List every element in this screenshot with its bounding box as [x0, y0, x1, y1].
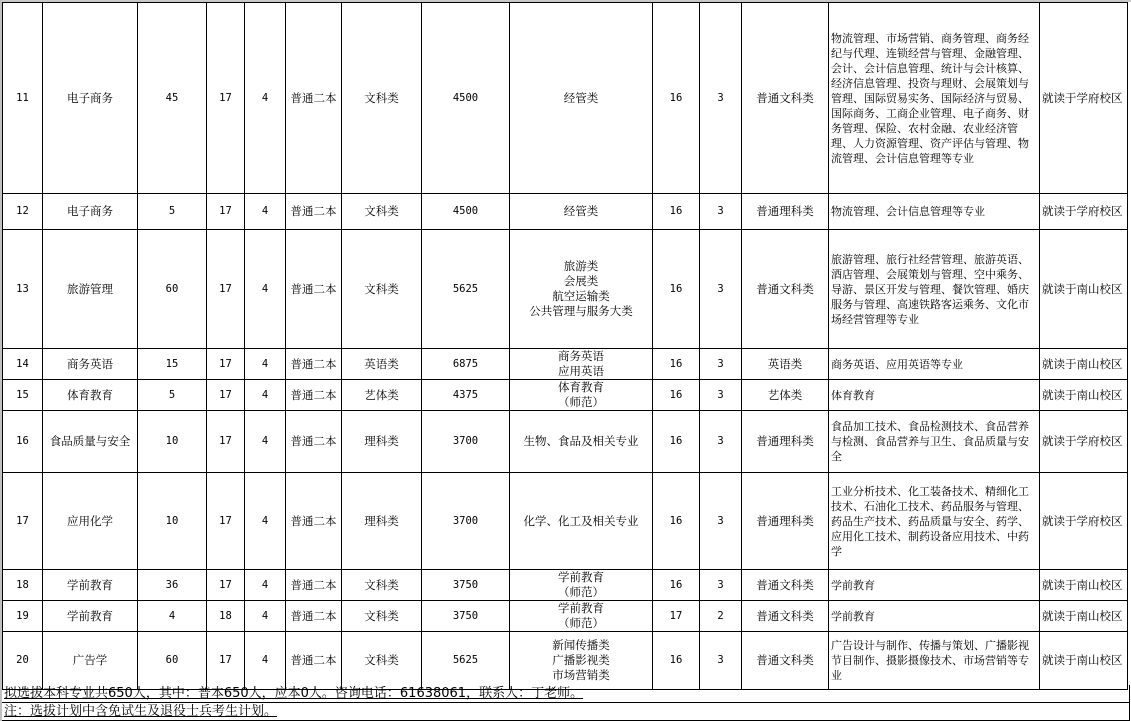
table-row: [3, 3, 1128, 194]
row-number: 15: [3, 380, 43, 411]
source-major-line: 学前教育: [558, 570, 604, 584]
exam-type: 普通理科类: [742, 411, 829, 473]
source-major-line: 生物、食品及相关专业: [523, 434, 639, 448]
table-row: [3, 570, 1128, 601]
exam-type: 普通文科类: [742, 632, 829, 690]
field-c: 3: [700, 473, 742, 570]
source-major-line: 公共管理与服务大类: [529, 304, 633, 318]
related-majors: 物流管理、市场营销、商务管理、商务经纪与代理、连锁经营与管理、金融管理、会计、会计信息管理、统计与会计核算、经济信息管理、投资与理财、会展策划与管理、国际贸易实务、国际经济与贸易、国际商务、工商企业管理、电子商务、财务管理、保险、农村金融、农业经济管理、人力资源管理、资产评估与管理、物流管理、会计信息管理等专业: [829, 3, 1040, 194]
tuition-fee: 4500: [422, 194, 510, 230]
exam-type: 艺体类: [742, 380, 829, 411]
source-major-line: 航空运输类: [552, 289, 610, 303]
campus: 就读于学府校区: [1040, 194, 1128, 230]
major-name: 体育教育: [43, 380, 138, 411]
campus: 就读于南山校区: [1040, 601, 1128, 632]
study-years: 4: [245, 411, 286, 473]
field-a: 17: [207, 473, 245, 570]
row-number: 18: [3, 570, 43, 601]
campus: 就读于学府校区: [1040, 3, 1128, 194]
admission-plan-table: [2, 2, 1128, 690]
related-majors: 学前教育: [829, 570, 1040, 601]
table-row: [3, 411, 1128, 473]
source-majors: [510, 194, 653, 230]
source-major-line: （师范）: [558, 616, 604, 630]
tuition-fee: 3750: [422, 570, 510, 601]
field-c: 3: [700, 411, 742, 473]
field-c: 3: [700, 3, 742, 194]
field-a: 17: [207, 3, 245, 194]
field-a: 17: [207, 570, 245, 601]
source-major-line: 化学、化工及相关专业: [523, 513, 639, 528]
study-years: 4: [245, 632, 286, 690]
subject-category: 文科类: [342, 3, 422, 194]
source-majors: [510, 473, 653, 570]
table-row: [3, 601, 1128, 632]
table-row: [3, 194, 1128, 230]
study-years: 4: [245, 473, 286, 570]
tuition-fee: 4375: [422, 380, 510, 411]
related-majors: 物流管理、会计信息管理等专业: [829, 194, 1040, 230]
subject-category: 文科类: [342, 570, 422, 601]
footer-note: 注：选拔计划中含免试生及退役士兵考生计划。: [2, 703, 1130, 721]
field-b: 16: [653, 230, 700, 349]
admission-level: 普通二本: [286, 194, 342, 230]
field-a: 17: [207, 632, 245, 690]
exam-type: 普通理科类: [742, 473, 829, 570]
major-name: 学前教育: [43, 601, 138, 632]
plan-count: 4: [138, 601, 207, 632]
exam-type: 普通文科类: [742, 570, 829, 601]
field-b: 16: [653, 570, 700, 601]
plan-count: 60: [138, 230, 207, 349]
source-major-line: 旅游类: [563, 259, 599, 273]
plan-count: 5: [138, 380, 207, 411]
admission-level: 普通二本: [286, 411, 342, 473]
study-years: 4: [245, 230, 286, 349]
campus: 就读于学府校区: [1040, 411, 1128, 473]
row-number: 16: [3, 411, 43, 473]
plan-count: 15: [138, 349, 207, 380]
plan-count: 60: [138, 632, 207, 690]
exam-type: 普通理科类: [742, 194, 829, 230]
field-c: 3: [700, 632, 742, 690]
exam-type: 英语类: [742, 349, 829, 380]
major-name: 商务英语: [43, 349, 138, 380]
source-majors: [510, 3, 653, 194]
related-majors: 工业分析技术、化工装备技术、精细化工技术、石油化工技术、药品服务与管理、药品生产技术、药品质量与安全、药学、应用化工技术、制药设备应用技术、中药学: [829, 473, 1040, 570]
row-number: 12: [3, 194, 43, 230]
field-b: 16: [653, 473, 700, 570]
source-major-line: 学前教育: [558, 601, 604, 615]
tuition-fee: 3700: [422, 411, 510, 473]
source-major-line: 广播影视类: [552, 653, 610, 667]
related-majors: 体育教育: [829, 380, 1040, 411]
admission-level: 普通二本: [286, 230, 342, 349]
field-b: 16: [653, 632, 700, 690]
source-majors: [510, 632, 653, 690]
study-years: 4: [245, 194, 286, 230]
tuition-fee: 5625: [422, 632, 510, 690]
related-majors: 广告设计与制作、传播与策划、广播影视节目制作、摄影摄像技术、市场营销等专业: [829, 632, 1040, 690]
campus: 就读于南山校区: [1040, 380, 1128, 411]
field-b: 16: [653, 194, 700, 230]
table-row: [3, 473, 1128, 570]
source-majors: [510, 380, 653, 411]
tuition-fee: 4500: [422, 3, 510, 194]
admission-level: 普通二本: [286, 601, 342, 632]
footer-summary: 拟选拔本科专业共650人，其中：普本650人，应本0人。咨询电话：61638061，联系人：丁老师。: [2, 685, 1130, 703]
field-b: 17: [653, 601, 700, 632]
field-b: 16: [653, 380, 700, 411]
field-a: 17: [207, 380, 245, 411]
campus: 就读于南山校区: [1040, 570, 1128, 601]
subject-category: 英语类: [342, 349, 422, 380]
plan-count: 10: [138, 473, 207, 570]
source-major-line: 经管类: [563, 204, 599, 218]
field-c: 3: [700, 349, 742, 380]
exam-type: 普通文科类: [742, 230, 829, 349]
campus: 就读于南山校区: [1040, 230, 1128, 349]
source-major-line: （师范）: [558, 585, 604, 599]
field-b: 16: [653, 349, 700, 380]
row-number: 13: [3, 230, 43, 349]
field-b: 16: [653, 411, 700, 473]
row-number: 19: [3, 601, 43, 632]
subject-category: 文科类: [342, 601, 422, 632]
major-name: 食品质量与安全: [43, 411, 138, 473]
source-major-line: 体育教育: [558, 380, 604, 394]
study-years: 4: [245, 601, 286, 632]
field-a: 17: [207, 194, 245, 230]
table-row: [3, 632, 1128, 690]
plan-count: 10: [138, 411, 207, 473]
plan-count: 5: [138, 194, 207, 230]
major-name: 应用化学: [43, 473, 138, 570]
tuition-fee: 3750: [422, 601, 510, 632]
source-majors: [510, 230, 653, 349]
field-a: 18: [207, 601, 245, 632]
admission-level: 普通二本: [286, 3, 342, 194]
exam-type: 普通文科类: [742, 601, 829, 632]
related-majors: 商务英语、应用英语等专业: [829, 349, 1040, 380]
admission-level: 普通二本: [286, 473, 342, 570]
related-majors: 食品加工技术、食品检测技术、食品营养与检测、食品营养与卫生、食品质量与安全: [829, 411, 1040, 473]
subject-category: 艺体类: [342, 380, 422, 411]
row-number: 14: [3, 349, 43, 380]
field-c: 3: [700, 570, 742, 601]
plan-count: 36: [138, 570, 207, 601]
row-number: 17: [3, 473, 43, 570]
field-c: 3: [700, 380, 742, 411]
source-major-line: 经管类: [563, 90, 599, 105]
source-majors: [510, 349, 653, 380]
tuition-fee: 5625: [422, 230, 510, 349]
subject-category: 理科类: [342, 411, 422, 473]
source-majors: [510, 601, 653, 632]
field-c: 2: [700, 601, 742, 632]
field-c: 3: [700, 194, 742, 230]
source-major-line: 应用英语: [558, 364, 604, 378]
campus: 就读于南山校区: [1040, 349, 1128, 380]
admission-level: 普通二本: [286, 632, 342, 690]
major-name: 电子商务: [43, 3, 138, 194]
source-major-line: 商务英语: [558, 349, 604, 363]
field-c: 3: [700, 230, 742, 349]
related-majors: 学前教育: [829, 601, 1040, 632]
field-a: 17: [207, 411, 245, 473]
study-years: 4: [245, 380, 286, 411]
plan-count: 45: [138, 3, 207, 194]
source-major-line: 市场营销类: [552, 668, 610, 682]
source-majors: [510, 570, 653, 601]
study-years: 4: [245, 349, 286, 380]
campus: 就读于南山校区: [1040, 632, 1128, 690]
subject-category: 理科类: [342, 473, 422, 570]
source-major-line: （师范）: [558, 395, 604, 409]
row-number: 11: [3, 3, 43, 194]
major-name: 旅游管理: [43, 230, 138, 349]
source-majors: [510, 411, 653, 473]
source-major-line: 会展类: [563, 274, 599, 288]
tuition-fee: 3700: [422, 473, 510, 570]
major-name: 广告学: [43, 632, 138, 690]
table-row: [3, 380, 1128, 411]
source-major-line: 新闻传播类: [552, 638, 610, 652]
study-years: 4: [245, 570, 286, 601]
admission-level: 普通二本: [286, 570, 342, 601]
tuition-fee: 6875: [422, 349, 510, 380]
exam-type: 普通文科类: [742, 3, 829, 194]
admission-level: 普通二本: [286, 380, 342, 411]
major-name: 学前教育: [43, 570, 138, 601]
field-a: 17: [207, 349, 245, 380]
field-a: 17: [207, 230, 245, 349]
row-number: 20: [3, 632, 43, 690]
admission-level: 普通二本: [286, 349, 342, 380]
subject-category: 文科类: [342, 632, 422, 690]
field-b: 16: [653, 3, 700, 194]
major-name: 电子商务: [43, 194, 138, 230]
table-row: [3, 349, 1128, 380]
subject-category: 文科类: [342, 230, 422, 349]
subject-category: 文科类: [342, 194, 422, 230]
related-majors: 旅游管理、旅行社经营管理、旅游英语、酒店管理、会展策划与管理、空中乘务、导游、景区开发与管理、餐饮管理、婚庆服务与管理、高速铁路客运乘务、文化市场经营管理等专业: [829, 230, 1040, 349]
campus: 就读于学府校区: [1040, 473, 1128, 570]
study-years: 4: [245, 3, 286, 194]
table-row: [3, 230, 1128, 349]
